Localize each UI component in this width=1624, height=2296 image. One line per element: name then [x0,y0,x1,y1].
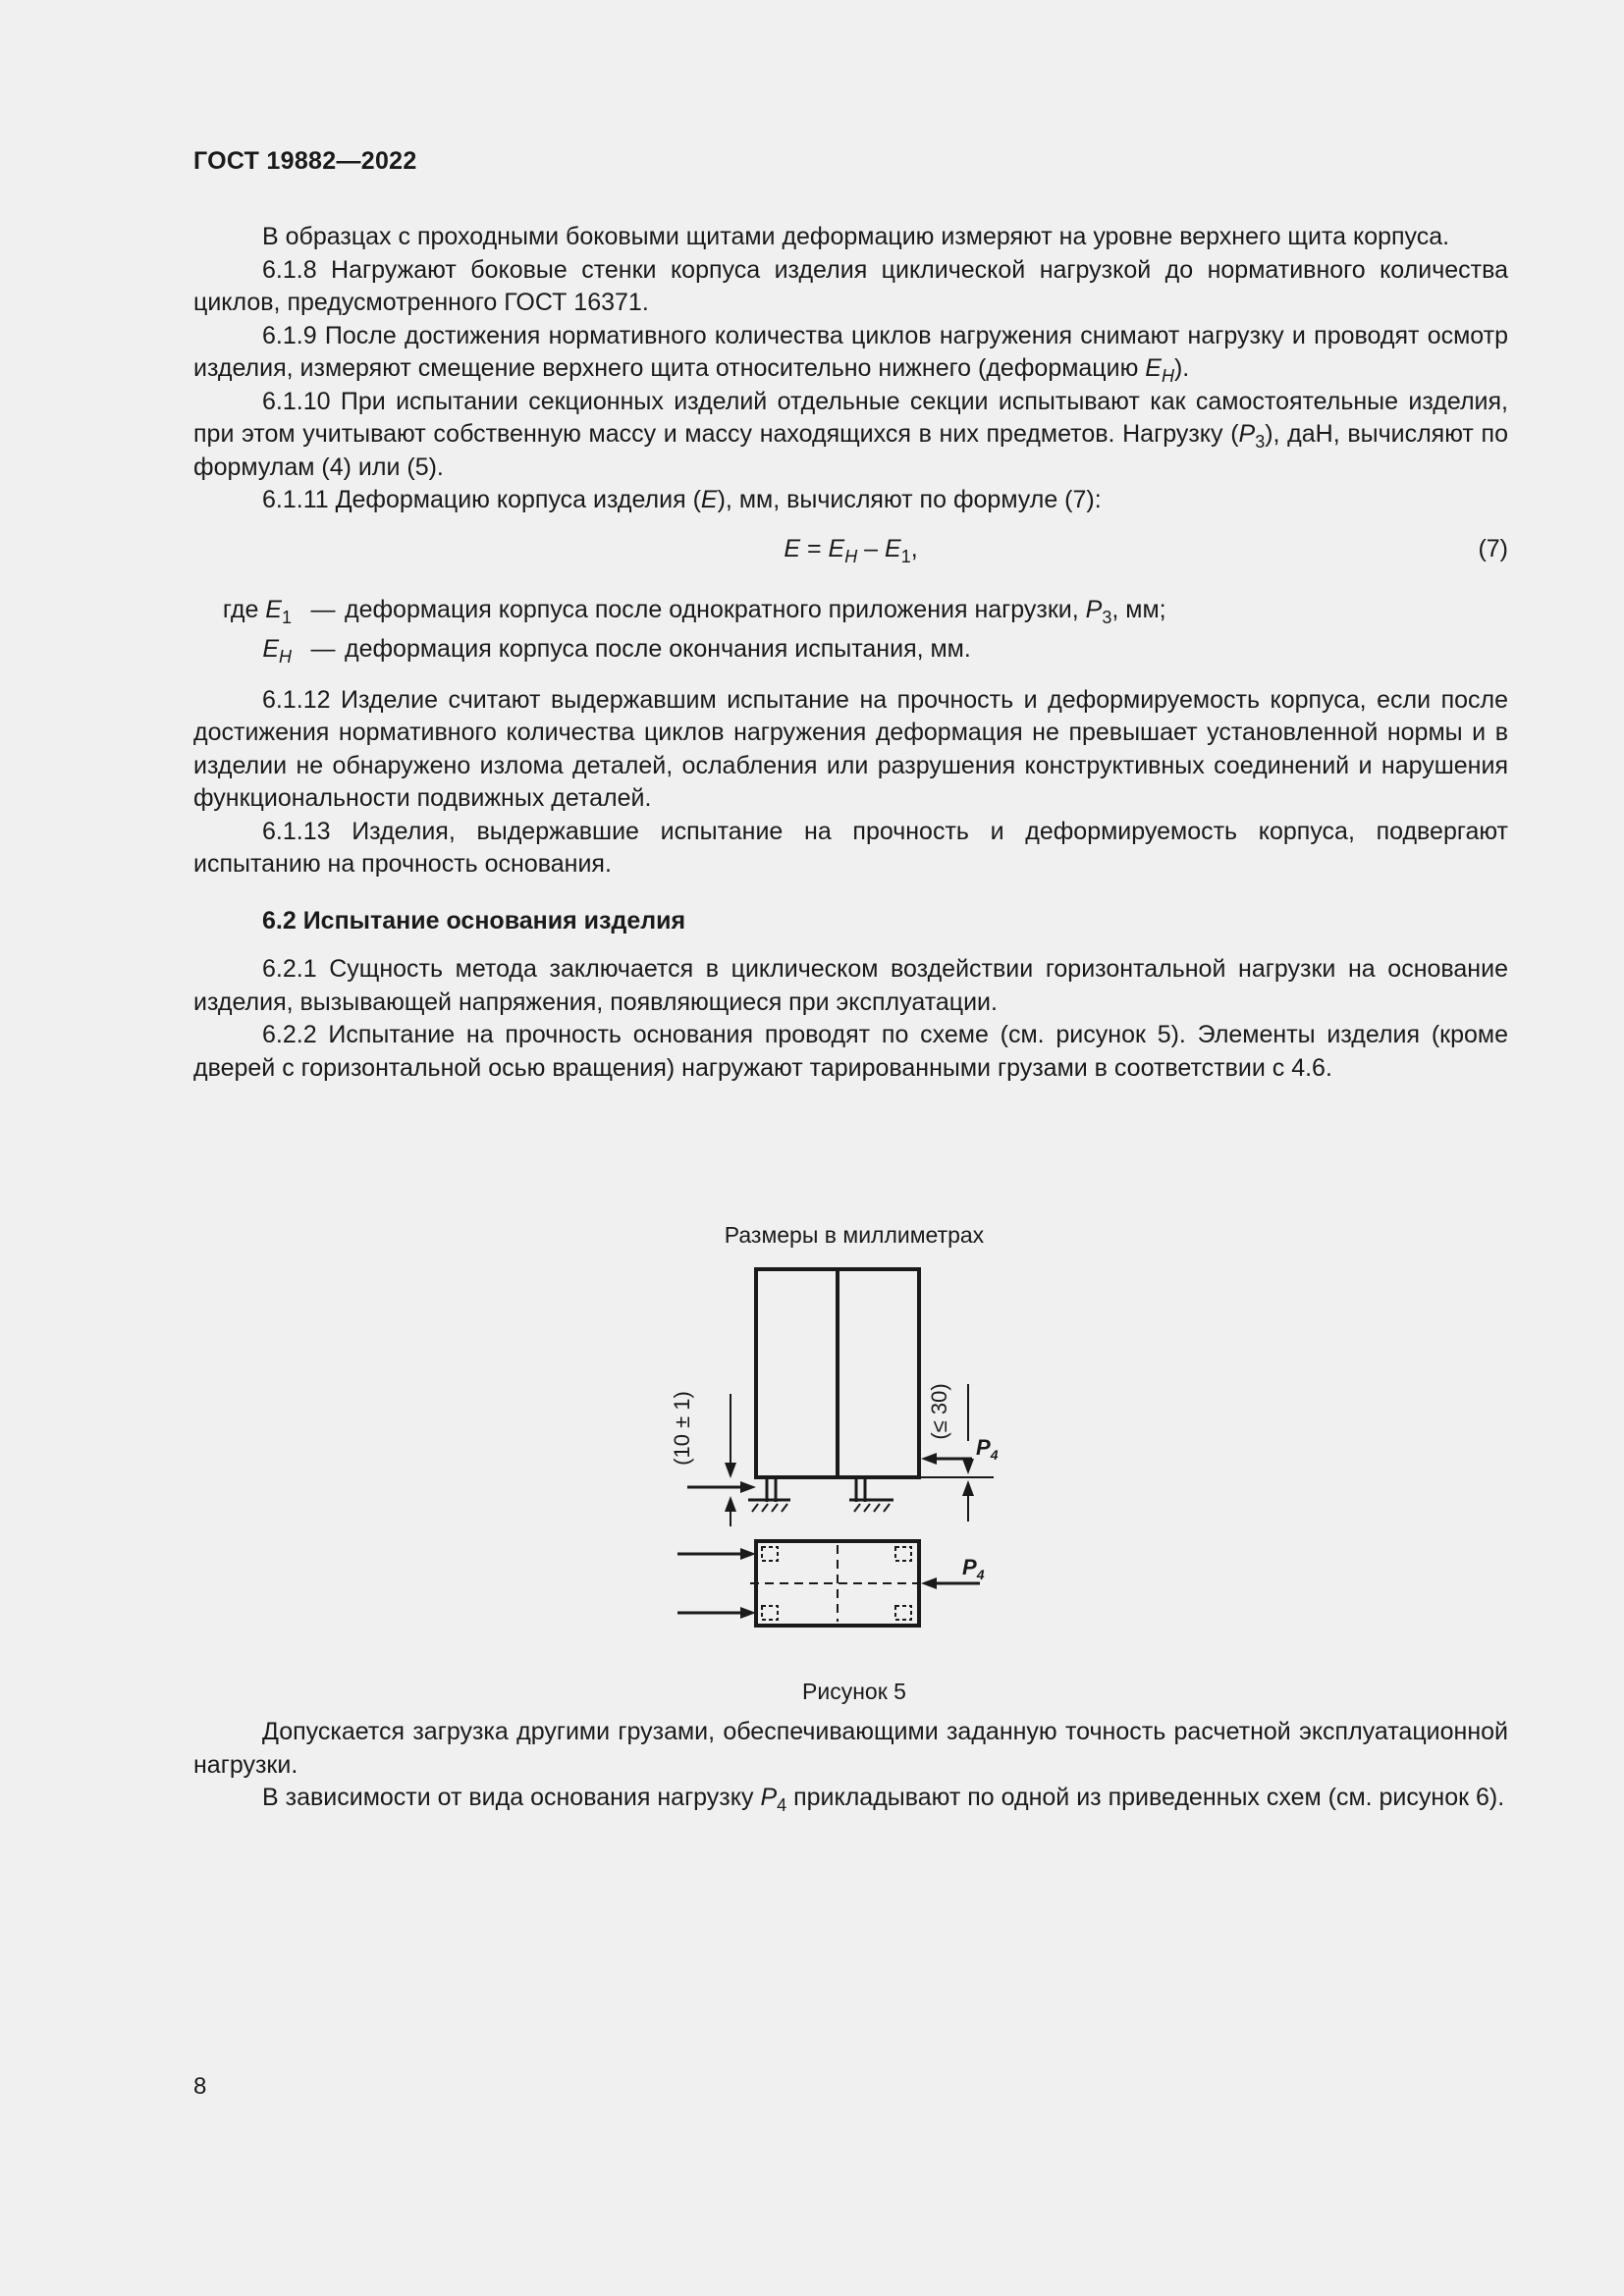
document-body [193,221,1508,1085]
dimension-right: (≤ 30) [927,1383,951,1440]
page-number: 8 [193,2073,207,2100]
test-scheme-drawing [668,1266,1041,1659]
formula-number: (7) [1478,534,1508,562]
load-label: $P_4$ [976,1435,999,1463]
paragraph: Допускается загрузка другими грузами, обеспечивающими заданную точность расчетной эксплуатационной нагрузки. [193,1718,1508,1779]
paragraph: В зависимости от вида основания нагрузку $P_4$ прикладывают по одной из приведенных схем (см. рисунок 6). [262,1784,1505,1815]
clause-6-1-12: 6.1.12 Изделие считают выдержавшим испытание на прочность и деформируемость корпуса, если после достижения нормативного количества циклов нагружения деформация не превышает установленной нормы и в изделии не обнаружено излома деталей, ослабления или разрушения конструктивных соединений и нарушения функциональности подвижных деталей. [193,685,1508,812]
clause-6-1-8: 6.1.8 Нагружают боковые стенки корпуса изделия циклической нагрузкой до нормативного количества циклов, предусмотренного ГОСТ 16371. [193,255,1508,316]
formula-7 [193,525,1508,580]
document-body-continued [193,1716,1508,1815]
figure-caption: Рисунок 5 [802,1679,906,1704]
legend-row: $E_H$ — деформация корпуса после окончания испытания, мм. [262,634,971,667]
formula-legend [193,594,1508,672]
clause-6-1-13: 6.1.13 Изделия, выдержавшие испытание на прочность и деформируемость корпуса, подвергают испытанию на прочность основания. [193,817,1508,878]
clause-6-2-2: 6.2.2 Испытание на прочность основания проводят по схеме (см. рисунок 5). Элементы изделия (кроме дверей с горизонтальной осью вращения) нагружают тарированными грузами в соответствии с 4.6. [193,1021,1508,1082]
legend-row: где $E_1$ — деформация корпуса после однократного приложения нагрузки, $P_3$, мм; [222,595,1166,627]
clause-6-1-11: 6.1.11 Деформацию корпуса изделия (E), мм, вычисляют по формуле (7): [262,486,1102,513]
figure-5 [668,1222,1041,1705]
document-header: ГОСТ 19882—2022 [193,147,417,175]
clause-6-1-10: 6.1.10 При испытании секционных изделий отдельные секции испытывают как самостоятельные изделия, при этом учитывают собственную массу и массу находящихся в них предметов. Нагрузку $(P_3)$, даН, вычисляют по формулам (4) или (5). [193,387,1508,481]
clause-6-2-1: 6.2.1 Сущность метода заключается в циклическом воздействии горизонтальной нагрузки на основание изделия, вызывающей напряжения, появляющиеся при эксплуатации. [193,955,1508,1016]
figure-title: Размеры в миллиметрах [724,1222,985,1248]
section-heading-6-2: 6.2 Испытание основания изделия [262,906,686,934]
paragraph: В образцах с проходными боковыми щитами деформацию измеряют на уровне верхнего щита корпуса. [262,223,1450,250]
clause-6-1-9: 6.1.9 После достижения нормативного количества циклов нагружения снимают нагрузку и проводят осмотр изделия, измеряют смещение верхнего щита относительно нижнего (деформацию $E_H$). [193,321,1508,386]
load-label: $P_4$ [962,1555,985,1582]
dimension-left: (10 ± 1) [670,1391,694,1466]
formula-expression: $E = E_H - E_1$, [784,534,918,566]
